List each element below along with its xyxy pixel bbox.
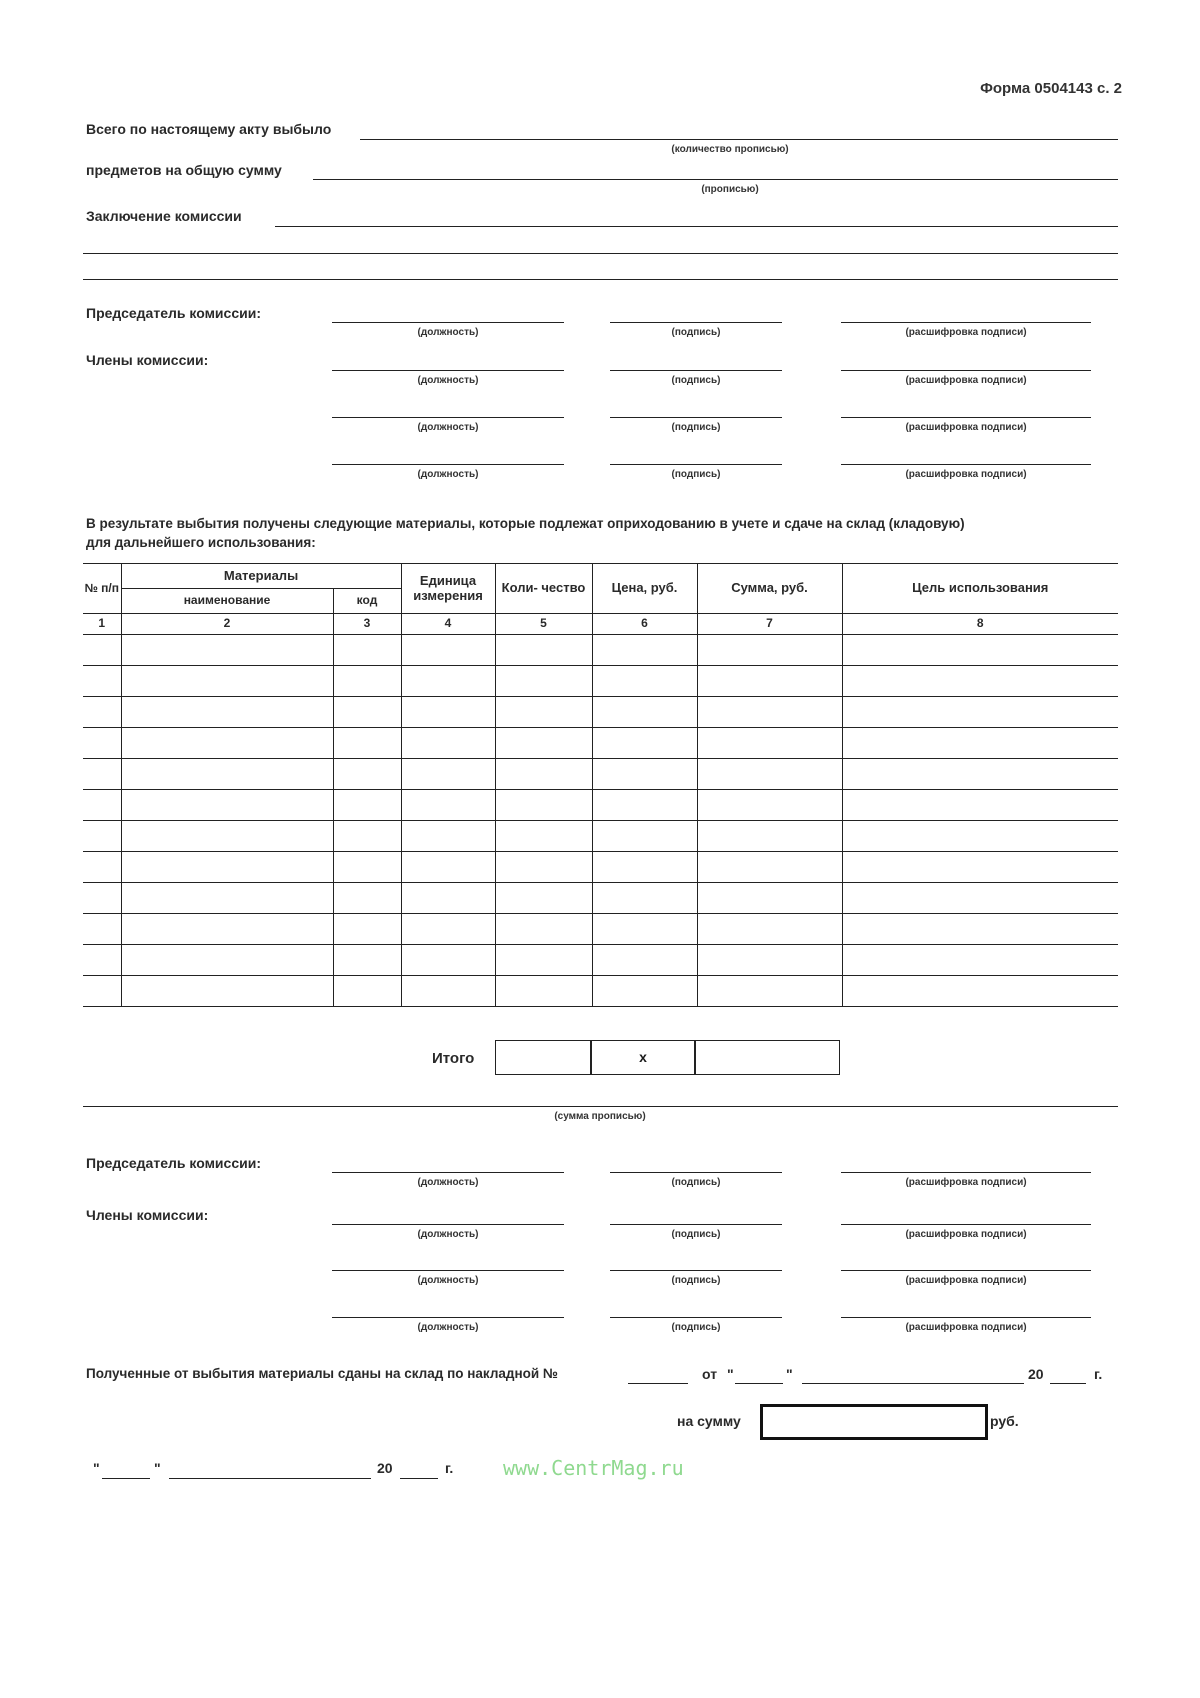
member-decode-field-bottom[interactable] <box>841 1317 1091 1318</box>
table-cell[interactable] <box>121 852 333 883</box>
delivery-year-suffix: г. <box>1094 1366 1103 1382</box>
sum-in-words-field[interactable] <box>83 1106 1118 1107</box>
col-number: 1 <box>83 614 121 635</box>
decode-caption: (расшифровка подписи) <box>905 1275 1027 1286</box>
delivery-text: Полученные от выбытия материалы сданы на склад по накладной № <box>86 1366 558 1381</box>
footer-quote-close: " <box>154 1460 161 1476</box>
col-header-sum: Сумма, руб. <box>697 564 842 614</box>
materials-intro-line2: для дальнейшего использования: <box>86 535 316 550</box>
member-decode-field-top[interactable] <box>841 464 1091 465</box>
footer-year-prefix: 20 <box>377 1460 393 1476</box>
table-cell[interactable] <box>697 728 842 759</box>
table-cell[interactable] <box>121 635 333 666</box>
table-cell[interactable] <box>83 759 121 790</box>
table-cell[interactable] <box>697 914 842 945</box>
decode-caption: (расшифровка подписи) <box>905 469 1027 480</box>
chairman-position-field-bottom[interactable] <box>332 1172 564 1173</box>
chairman-decode-field-bottom[interactable] <box>841 1172 1091 1173</box>
chairman-signature-field-top[interactable] <box>610 322 782 323</box>
table-cell[interactable] <box>83 697 121 728</box>
table-cell[interactable] <box>83 635 121 666</box>
position-caption: (должность) <box>417 1322 479 1333</box>
table-cell[interactable] <box>592 945 697 976</box>
table-cell[interactable] <box>83 883 121 914</box>
table-cell[interactable] <box>592 697 697 728</box>
table-cell[interactable] <box>83 976 121 1007</box>
table-cell[interactable] <box>121 790 333 821</box>
position-caption: (должность) <box>417 1229 479 1240</box>
table-cell[interactable] <box>495 728 592 759</box>
conclusion-field[interactable] <box>275 226 1118 227</box>
table-cell[interactable] <box>842 821 1118 852</box>
table-cell[interactable] <box>592 821 697 852</box>
table-cell[interactable] <box>401 945 495 976</box>
table-row <box>83 945 1118 976</box>
footer-quote-open: " <box>93 1460 100 1476</box>
table-cell[interactable] <box>83 945 121 976</box>
total-retired-field[interactable] <box>360 139 1118 140</box>
table-cell[interactable] <box>495 945 592 976</box>
table-cell[interactable] <box>495 976 592 1007</box>
table-row <box>83 914 1118 945</box>
table-cell[interactable] <box>495 852 592 883</box>
total-qty-cell[interactable] <box>495 1040 592 1075</box>
amount-currency: руб. <box>990 1413 1019 1429</box>
table-cell[interactable] <box>401 759 495 790</box>
position-caption: (должность) <box>417 422 479 433</box>
conclusion-field-line-3[interactable] <box>83 279 1118 280</box>
table-cell[interactable] <box>121 728 333 759</box>
delivery-year-prefix: 20 <box>1028 1366 1044 1382</box>
table-cell[interactable] <box>697 759 842 790</box>
delivery-quote-open: " <box>727 1366 734 1382</box>
col-header-purpose: Цель использования <box>842 564 1118 614</box>
table-cell[interactable] <box>333 666 401 697</box>
col-header-materials: Материалы <box>121 564 401 589</box>
table-row <box>83 697 1118 728</box>
position-caption: (должность) <box>417 469 479 480</box>
col-number: 4 <box>401 614 495 635</box>
member-signature-field-bottom[interactable] <box>610 1224 782 1225</box>
position-caption: (должность) <box>417 1275 479 1286</box>
conclusion-label: Заключение комиссии <box>86 208 242 224</box>
table-cell[interactable] <box>697 635 842 666</box>
table-cell[interactable] <box>697 976 842 1007</box>
table-cell[interactable] <box>592 976 697 1007</box>
table-row <box>83 821 1118 852</box>
footer-day-field[interactable] <box>102 1478 150 1479</box>
signature-caption: (подпись) <box>671 375 721 386</box>
table-cell[interactable] <box>592 852 697 883</box>
table-cell[interactable] <box>592 728 697 759</box>
conclusion-field-line-2[interactable] <box>83 253 1118 254</box>
footer-year-suffix: г. <box>445 1460 454 1476</box>
member-decode-field-bottom[interactable] <box>841 1270 1091 1271</box>
chairman-signature-field-bottom[interactable] <box>610 1172 782 1173</box>
table-cell[interactable] <box>333 852 401 883</box>
table-cell[interactable] <box>121 976 333 1007</box>
table-cell[interactable] <box>697 821 842 852</box>
table-cell[interactable] <box>83 821 121 852</box>
position-caption: (должность) <box>417 327 479 338</box>
member-signature-field-top[interactable] <box>610 464 782 465</box>
table-cell[interactable] <box>842 852 1118 883</box>
table-row <box>83 852 1118 883</box>
table-row <box>83 759 1118 790</box>
signature-caption: (подпись) <box>671 327 721 338</box>
member-decode-field-top[interactable] <box>841 370 1091 371</box>
col-header-price: Цена, руб. <box>592 564 697 614</box>
col-number: 3 <box>333 614 401 635</box>
col-header-qty: Коли- чество <box>495 564 592 614</box>
member-signature-field-bottom[interactable] <box>610 1317 782 1318</box>
signature-caption: (подпись) <box>671 1275 721 1286</box>
amount-label: на сумму <box>677 1413 741 1429</box>
materials-table <box>83 563 1118 1007</box>
table-cell[interactable] <box>333 759 401 790</box>
table-cell[interactable] <box>83 728 121 759</box>
delivery-month-field[interactable] <box>802 1383 1024 1384</box>
member-position-field-top[interactable] <box>332 417 564 418</box>
table-cell[interactable] <box>842 697 1118 728</box>
materials-intro-line1: В результате выбытия получены следующие материалы, которые подлежат оприходованию в учете и сдаче на склад (кладовую) <box>86 516 965 531</box>
table-cell[interactable] <box>592 635 697 666</box>
chairman-position-field-top[interactable] <box>332 322 564 323</box>
table-cell[interactable] <box>697 852 842 883</box>
table-cell[interactable] <box>842 945 1118 976</box>
table-cell[interactable] <box>842 635 1118 666</box>
table-cell[interactable] <box>495 790 592 821</box>
chairman-label-bottom: Председатель комиссии: <box>86 1155 261 1171</box>
table-cell[interactable] <box>697 945 842 976</box>
table-cell[interactable] <box>333 883 401 914</box>
table-cell[interactable] <box>495 635 592 666</box>
col-number: 7 <box>697 614 842 635</box>
table-cell[interactable] <box>495 914 592 945</box>
table-row <box>83 883 1118 914</box>
col-number: 5 <box>495 614 592 635</box>
delivery-day-field[interactable] <box>735 1383 783 1384</box>
decode-caption: (расшифровка подписи) <box>905 1229 1027 1240</box>
col-header-no: № п/п <box>83 564 121 614</box>
table-cell[interactable] <box>842 914 1118 945</box>
position-caption: (должность) <box>417 375 479 386</box>
signature-caption: (подпись) <box>671 1229 721 1240</box>
col-header-name: наименование <box>121 589 333 614</box>
table-cell[interactable] <box>842 759 1118 790</box>
member-signature-field-bottom[interactable] <box>610 1270 782 1271</box>
footer-month-field[interactable] <box>169 1478 371 1479</box>
table-cell[interactable] <box>495 883 592 914</box>
table-cell[interactable] <box>83 914 121 945</box>
table-cell[interactable] <box>592 883 697 914</box>
table-cell[interactable] <box>121 666 333 697</box>
table-cell[interactable] <box>592 759 697 790</box>
table-cell[interactable] <box>697 883 842 914</box>
table-cell[interactable] <box>333 945 401 976</box>
table-cell[interactable] <box>401 728 495 759</box>
member-signature-field-top[interactable] <box>610 417 782 418</box>
table-cell[interactable] <box>592 914 697 945</box>
invoice-number-field[interactable] <box>628 1383 688 1384</box>
table-cell[interactable] <box>842 790 1118 821</box>
position-caption: (должность) <box>417 1177 479 1188</box>
chairman-label-top: Председатель комиссии: <box>86 305 261 321</box>
members-label-bottom: Члены комиссии: <box>86 1207 209 1223</box>
amount-box[interactable] <box>760 1404 988 1440</box>
table-cell[interactable] <box>495 697 592 728</box>
table-cell[interactable] <box>697 666 842 697</box>
items-sum-caption: (прописью) <box>701 184 759 195</box>
table-cell[interactable] <box>121 697 333 728</box>
delivery-from-label: от <box>702 1366 718 1382</box>
table-cell[interactable] <box>333 697 401 728</box>
table-cell[interactable] <box>401 635 495 666</box>
decode-caption: (расшифровка подписи) <box>905 375 1027 386</box>
total-retired-caption: (количество прописью) <box>671 144 789 155</box>
table-cell[interactable] <box>83 666 121 697</box>
table-cell[interactable] <box>401 852 495 883</box>
signature-caption: (подпись) <box>671 1322 721 1333</box>
member-signature-field-top[interactable] <box>610 370 782 371</box>
table-cell[interactable] <box>697 790 842 821</box>
table-cell[interactable] <box>592 666 697 697</box>
total-sum-cell[interactable] <box>694 1040 840 1075</box>
total-retired-label: Всего по настоящему акту выбыло <box>86 121 332 137</box>
member-decode-field-top[interactable] <box>841 417 1091 418</box>
member-decode-field-bottom[interactable] <box>841 1224 1091 1225</box>
total-label: Итого <box>432 1050 475 1067</box>
table-cell[interactable] <box>401 697 495 728</box>
table-cell[interactable] <box>121 914 333 945</box>
table-row <box>83 790 1118 821</box>
table-row <box>83 666 1118 697</box>
member-position-field-bottom[interactable] <box>332 1270 564 1271</box>
col-number: 6 <box>592 614 697 635</box>
table-cell[interactable] <box>121 759 333 790</box>
table-cell[interactable] <box>401 821 495 852</box>
member-position-field-top[interactable] <box>332 464 564 465</box>
decode-caption: (расшифровка подписи) <box>905 327 1027 338</box>
table-cell[interactable] <box>333 976 401 1007</box>
form-number: Форма 0504143 с. 2 <box>980 80 1122 97</box>
table-cell[interactable] <box>401 976 495 1007</box>
table-cell[interactable] <box>121 945 333 976</box>
col-header-code: код <box>333 589 401 614</box>
signature-caption: (подпись) <box>671 469 721 480</box>
table-cell[interactable] <box>83 852 121 883</box>
table-row <box>83 635 1118 666</box>
table-cell[interactable] <box>83 790 121 821</box>
col-number: 8 <box>842 614 1118 635</box>
decode-caption: (расшифровка подписи) <box>905 422 1027 433</box>
table-cell[interactable] <box>842 666 1118 697</box>
total-price-cell: x <box>590 1040 696 1075</box>
table-cell[interactable] <box>401 666 495 697</box>
table-cell[interactable] <box>401 883 495 914</box>
table-cell[interactable] <box>121 883 333 914</box>
table-cell[interactable] <box>495 821 592 852</box>
member-position-field-top[interactable] <box>332 370 564 371</box>
col-header-unit: Единица измерения <box>401 564 495 614</box>
table-cell[interactable] <box>842 976 1118 1007</box>
table-row <box>83 728 1118 759</box>
table-cell[interactable] <box>495 759 592 790</box>
table-cell[interactable] <box>333 635 401 666</box>
table-cell[interactable] <box>697 697 842 728</box>
table-row <box>83 976 1118 1007</box>
member-position-field-bottom[interactable] <box>332 1224 564 1225</box>
table-cell[interactable] <box>842 883 1118 914</box>
decode-caption: (расшифровка подписи) <box>905 1177 1027 1188</box>
chairman-decode-field-top[interactable] <box>841 322 1091 323</box>
items-sum-field[interactable] <box>313 179 1118 180</box>
delivery-year-field[interactable] <box>1050 1383 1086 1384</box>
table-cell[interactable] <box>495 666 592 697</box>
table-cell[interactable] <box>842 728 1118 759</box>
member-position-field-bottom[interactable] <box>332 1317 564 1318</box>
items-sum-label: предметов на общую сумму <box>86 162 282 178</box>
members-label-top: Члены комиссии: <box>86 352 209 368</box>
table-cell[interactable] <box>592 790 697 821</box>
signature-caption: (подпись) <box>671 422 721 433</box>
delivery-quote-close: " <box>786 1366 793 1382</box>
sum-in-words-caption: (сумма прописью) <box>554 1111 646 1122</box>
table-cell[interactable] <box>333 821 401 852</box>
table-cell[interactable] <box>401 790 495 821</box>
table-cell[interactable] <box>121 821 333 852</box>
footer-year-field[interactable] <box>400 1478 438 1479</box>
watermark-text: www.CentrMag.ru <box>503 1456 684 1480</box>
decode-caption: (расшифровка подписи) <box>905 1322 1027 1333</box>
col-number: 2 <box>121 614 333 635</box>
signature-caption: (подпись) <box>671 1177 721 1188</box>
table-cell[interactable] <box>401 914 495 945</box>
table-cell[interactable] <box>333 728 401 759</box>
table-cell[interactable] <box>333 914 401 945</box>
table-cell[interactable] <box>333 790 401 821</box>
